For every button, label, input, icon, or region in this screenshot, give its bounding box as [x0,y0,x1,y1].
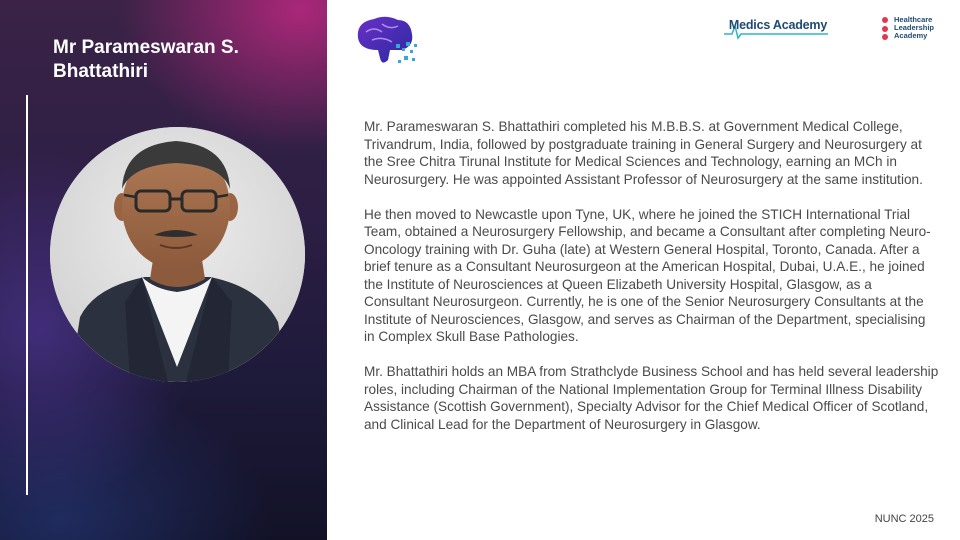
bio-paragraph: Mr. Parameswaran S. Bhattathiri completed his M.B.B.S. at Government Medical College, Trivandrum, India, followed by postgraduate training in General Surgery and Neurosurgery at the Sree Chitra Tirunal Institute for Medical Sciences and Technology, earning an MCh in Neurosurgery. He was appointed Assistant Professor of Neurosurgery at the same institution. [364,119,923,187]
speaker-panel [0,0,327,540]
healthcare-leadership-academy-logo [882,16,958,44]
speaker-bio [364,118,939,451]
event-tag: NUNC 2025 [874,513,934,525]
brain-logo [352,14,422,68]
medics-academy-logo [724,14,832,40]
hla-dots-icon [882,17,892,43]
bio-paragraph: Mr. Bhattathiri holds an MBA from Strathclyde Business School and has held several leadership roles, including Chairman of the National Implementation Group for Terminal Illness Disability Assistance (Scottish Government), Specialty Advisor for the Chief Medical Officer of Scotland, and Clinical Lead for the Department of Neurosurgery in Glasgow. [364,364,939,432]
hla-wordmark: Healthcare Leadership Academy [894,15,935,40]
medics-academy-wordmark: Medics Academy [728,18,828,32]
speaker-name: Mr Parameswaran S. Bhattathiri [53,37,239,82]
speaker-photo [50,127,305,382]
accent-divider [26,95,28,495]
bio-paragraph: He then moved to Newcastle upon Tyne, UK, where he joined the STICH International Trial Team, obtained a Neurosurgery Fellowship, and became a Consultant after completing Neuro-Oncology training with Dr. Guha (late) at Western General Hospital, Toronto, Canada. After a brief tenure as a Consultant Neurosurgeon at the American Hospital, Dubai, U.A.E., he joined the Institute of Neurosciences at Queen Elizabeth University Hospital, Glasgow, as a Consultant Neurosurgeon. Currently, he is one of the Senior Neurosurgery Consultants at the Institute of Neurosciences, Glasgow, and serves as Chairman of the Department, specialising in Complex Skull Base Pathologies. [364,206,931,344]
